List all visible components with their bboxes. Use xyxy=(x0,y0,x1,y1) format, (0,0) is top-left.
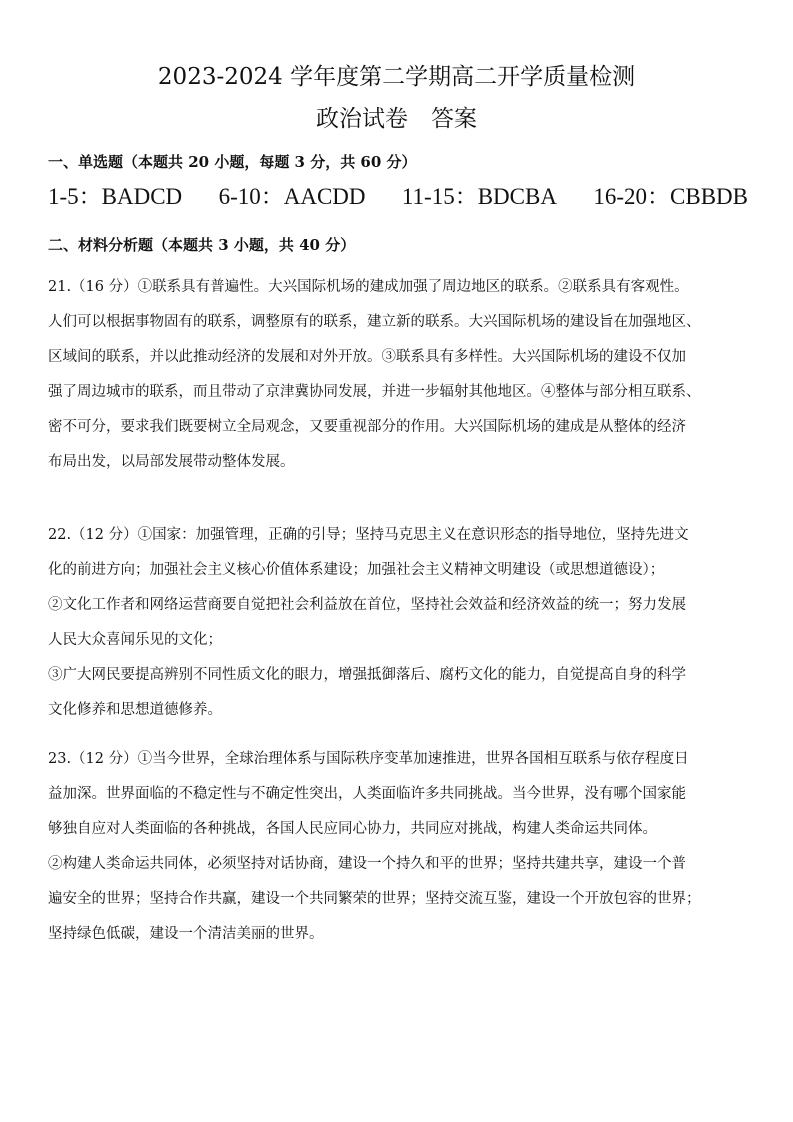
text-line: 化的前进方向；加强社会主义核心价值体系建设；加强社会主义精神文明建设（或思想道德设）； xyxy=(48,562,665,578)
text-line: 密不可分，要求我们既要树立全局观念，又要重视部分的作用。大兴国际机场的建成是从整体的经济 xyxy=(48,419,686,435)
text-line: 强了周边城市的联系，而且带动了京津冀协同发展，并进一步辐射其他地区。④整体与部分相互联系、 xyxy=(48,384,701,400)
text-line: 22.（12 分）①国家：加强管理，正确的引导；坚持马克思主义在意识形态的指导地位，坚持先进文 xyxy=(48,527,689,543)
text-line: 布局出发，以局部发展带动整体发展。 xyxy=(48,454,295,470)
text-line: ②文化工作者和网络运营商要自觉把社会利益放在首位，坚持社会效益和经济效益的统一；努力发展 xyxy=(48,597,686,613)
page-subtitle: 政治试卷 答案 xyxy=(316,106,477,132)
answer-q23 xyxy=(48,742,748,952)
answer-group-16-20: 16-20：CBBDB xyxy=(593,184,748,209)
answer-group-6-10: 6-10：AACDD xyxy=(218,184,366,209)
answer-q21 xyxy=(48,270,748,480)
text-line: 21.（16 分）①联系具有普遍性。大兴国际机场的建成加强了周边地区的联系。②联系具有客观性。 xyxy=(48,279,689,295)
text-line: 23.（12 分）①当今世界，全球治理体系与国际秩序变革加速推进，世界各国相互联系与依存程度日 xyxy=(48,751,689,767)
text-line: 文化修养和思想道德修养。 xyxy=(48,702,222,718)
page-title: 2023-2024 学年度第二学期高二开学质量检测 xyxy=(157,64,636,90)
text-line: 益加深。世界面临的不稳定性与不确定性突出，人类面临许多共同挑战。当今世界，没有哪个国家能 xyxy=(48,786,686,802)
answer-key-row xyxy=(48,182,748,212)
text-line: 人们可以根据事物固有的联系，调整原有的联系，建立新的联系。大兴国际机场的建设旨在加强地区、 xyxy=(48,314,701,330)
answer-group-11-15: 11-15：BDCBA xyxy=(401,184,557,209)
text-line: 够独自应对人类面临的各种挑战，各国人民应同心协力，共同应对挑战，构建人类命运共同体。 xyxy=(48,821,657,837)
section-heading-single-choice: 一、单选题（本题共 20 小题，每题 3 分，共 60 分） xyxy=(48,153,417,171)
text-line: 人民大众喜闻乐见的文化； xyxy=(48,632,222,648)
text-line: 区域间的联系，并以此推动经济的发展和对外开放。③联系具有多样性。大兴国际机场的建设不仅加 xyxy=(48,349,686,365)
section-heading-material-analysis: 二、材料分析题（本题共 3 小题，共 40 分） xyxy=(48,236,356,254)
text-line: 坚持绿色低碳，建设一个清洁美丽的世界。 xyxy=(48,926,324,942)
text-line: ③广大网民要提高辨别不同性质文化的眼力，增强抵御落后、腐朽文化的能力，自觉提高自身的科学 xyxy=(48,667,686,683)
text-line: 遍安全的世界；坚持合作共赢，建设一个共同繁荣的世界；坚持交流互鉴，建设一个开放包容的世界； xyxy=(48,891,701,907)
answer-group-1-5: 1-5：BADCD xyxy=(48,184,183,209)
answer-q22 xyxy=(48,518,748,728)
text-line: ②构建人类命运共同体，必须坚持对话协商，建设一个持久和平的世界；坚持共建共享，建设一个普 xyxy=(48,856,686,872)
